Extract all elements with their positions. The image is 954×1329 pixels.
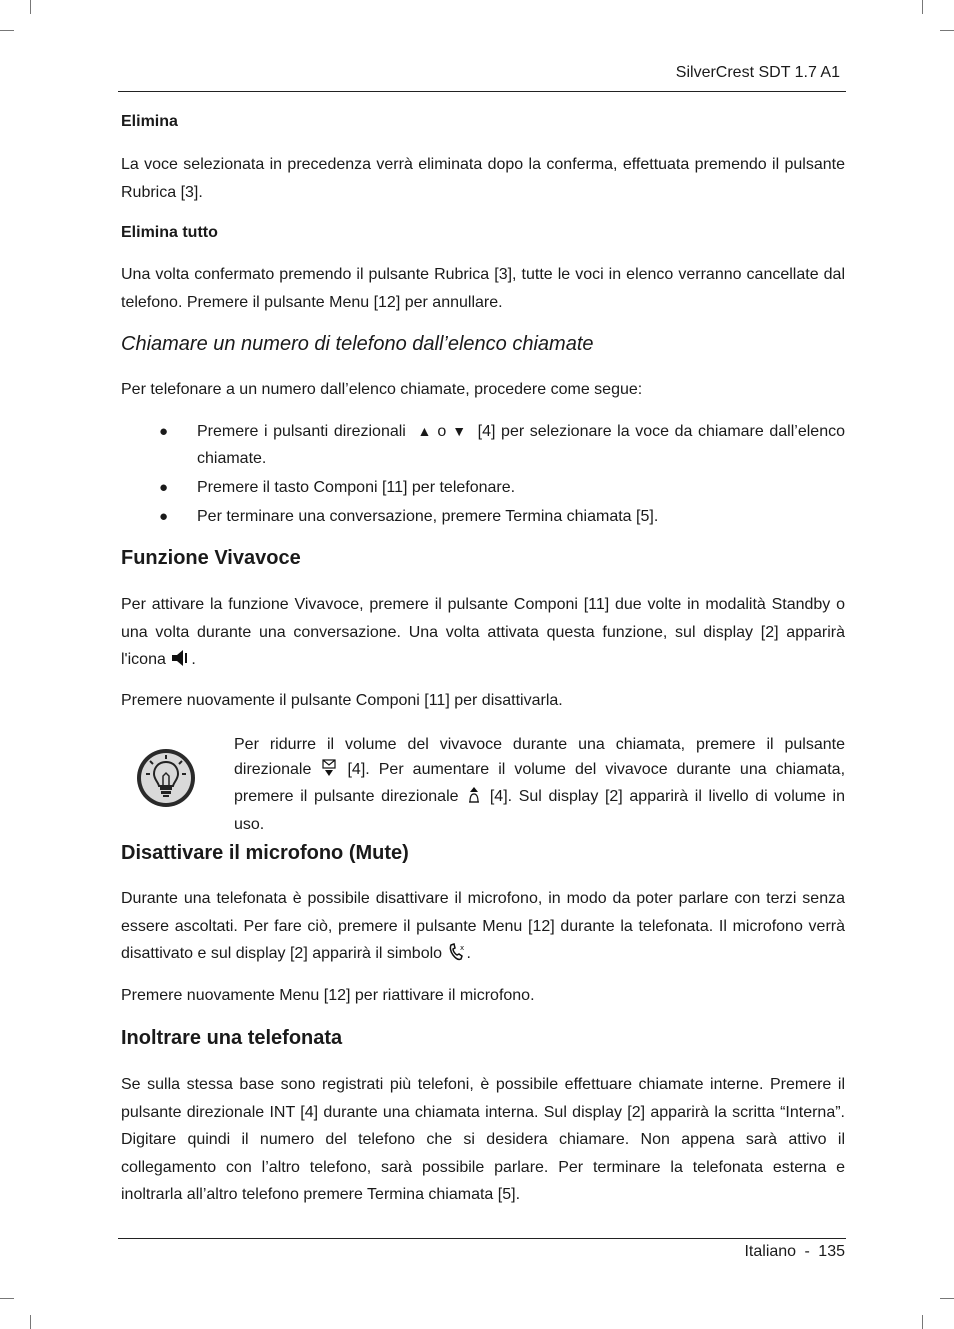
tip-text-part: Per ridurre il volume del vivavoce durante una chiamata, premere il pulsante direzionale [234,736,845,778]
envelope-down-icon [322,759,336,786]
heading-vivavoce: Funzione Vivavoce [121,547,301,569]
crop-mark [940,1298,954,1299]
list-item [121,474,845,501]
list-item [121,503,845,530]
paragraph-mute [121,885,845,971]
arrow-up-icon: ▲ [417,423,432,439]
bullet-text: o [437,423,447,440]
bullet-text: Premere i pulsanti direzionali [197,423,406,440]
bullet-dot: ● [159,423,169,440]
page-number: 135 [818,1243,845,1260]
tip-text [234,733,845,837]
tip-text-part: [4]. Sul display [2] apparirà il livello di volume in uso. [234,788,845,833]
list-item [121,418,845,472]
bullet-text: [4] per selezionare la voce da chiamare dall’elenco chiamate. [197,423,845,467]
footer-rule [118,1238,846,1239]
paragraph-mute-2: Premere nuovamente Menu [12] per riattivare il microfono. [121,987,535,1004]
heading-elimina-tutto: Elimina tutto [121,224,218,241]
crop-mark [922,1315,923,1329]
tip-text-part: [4]. Per aumentare il volume del vivavoce durante una chiamata, premere il pulsante direzionale [234,760,846,805]
bullet-dot: ● [159,508,169,525]
paragraph-inoltrare: Se sulla stessa base sono registrati più telefoni, è possibile effettuare chiamate interne. Premere il pulsante direzionale INT [4] durante una chiamata interna. Sul display [2] apparirà la scritta “Interna”. Digitare quindi il numero del telefono che si desidera chiamare. Non appena sarà attivo il collegamento con l’altro telefono, sarà possibile parlare. Per terminare la telefonata esterna e inoltrarla all’altro telefono premere Termina chiamata [5]. [121,1076,845,1203]
bullet-text: Per terminare una conversazione, premere Termina chiamata [5]. [197,508,659,525]
paragraph-vivavoce [121,591,845,677]
paragraph-elimina: La voce selezionata in precedenza verrà eliminata dopo la conferma, effettuata premendo il pulsante Rubrica [3]. [121,156,845,201]
paragraph-elimina-tutto: Una volta confermato premendo il pulsante Rubrica [3], tutte le voci in elenco verranno cancellate dal telefono. Premere il pulsante Menu [12] per annullare. [121,266,845,311]
heading-mute: Disattivare il microfono (Mute) [121,842,409,864]
paragraph-text: . [466,945,471,962]
phone-mute-icon [449,943,465,971]
crop-mark [0,1298,14,1299]
crop-mark [940,30,954,31]
bullet-list [121,418,845,532]
heading-inoltrare: Inoltrare una telefonata [121,1027,343,1049]
arrow-down-icon: ▼ [452,423,467,439]
footer-separator: - [804,1243,810,1260]
paragraph-text: Durante una telefonata è possibile disattivare il microfono, in modo da poter parlare con terzi senza essere ascoltati. Per fare ciò, premere il pulsante Menu [12] durante la telefonata. Il microfono verrà disattivato e sul display [2] apparirà il simbolo [121,890,845,962]
lightbulb-icon [135,747,197,809]
paragraph-vivavoce-2: Premere nuovamente il pulsante Componi [11] per disattivarla. [121,692,563,709]
footer [744,1243,845,1261]
bullet-text: Premere il tasto Componi [11] per telefonare. [197,479,516,496]
bell-up-icon [467,786,481,813]
speaker-icon [172,649,189,677]
svg-text:x: x [459,944,464,952]
crop-mark [922,0,923,14]
tip-note [121,733,846,833]
heading-elimina: Elimina [121,113,178,130]
bullet-dot: ● [159,479,169,496]
crop-mark [30,0,31,14]
paragraph-text: . [191,651,196,668]
paragraph-chiamare-intro: Per telefonare a un numero dall’elenco chiamate, procedere come segue: [121,381,643,398]
heading-chiamare: Chiamare un numero di telefono dall’elenco chiamate [121,333,594,355]
paragraph-text: Per attivare la funzione Vivavoce, premere il pulsante Componi [11] due volte in modalità Standby o una volta durante una conversazione. Una volta attivata questa funzione, sul display [2] apparirà l'icona [121,596,845,668]
crop-mark [30,1315,31,1329]
header-rule [118,91,846,92]
crop-mark [0,30,14,31]
footer-language: Italiano [744,1243,797,1260]
header-title: SilverCrest SDT 1.7 A1 [675,64,840,81]
